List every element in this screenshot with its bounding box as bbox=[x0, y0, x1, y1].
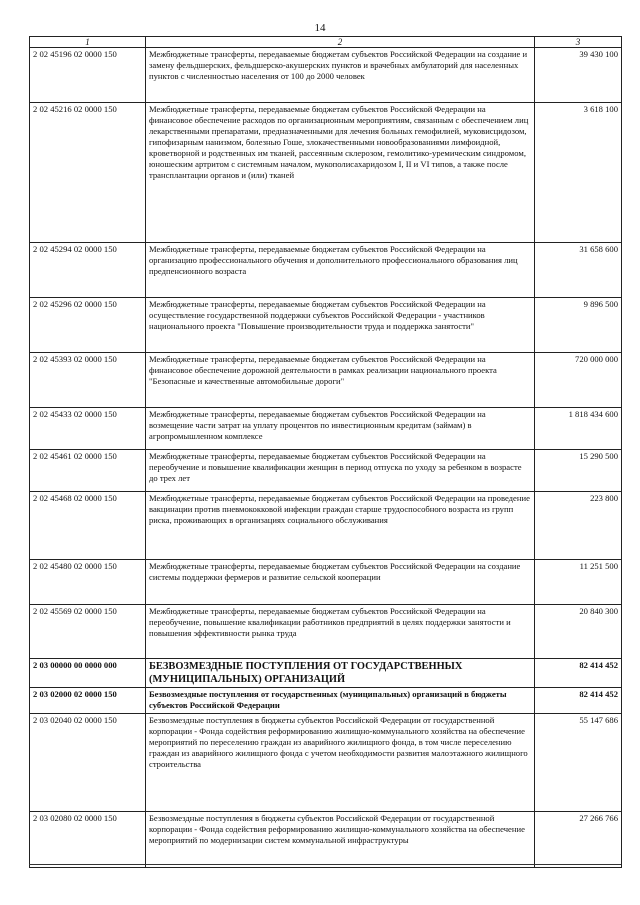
amount: 55 147 686 bbox=[535, 714, 622, 812]
income-description: Межбюджетные трансферты, передаваемые бюджетам субъектов Российской Федерации на создание и замену фельдшерских, фельдшерско-акушерских пунктов и врачебных амбулаторий для населенных пунктов с численностью населения от 100 до 2000 человек bbox=[146, 48, 535, 103]
table-row bbox=[30, 492, 622, 560]
income-description: Безвозмездные поступления в бюджеты субъектов Российской Федерации от государственной корпорации - Фонда содействия реформированию жилищно-коммунального хозяйства на обеспечение мероприятий по модернизации систем коммунальной инфраструктуры bbox=[146, 812, 535, 868]
column-header-2: 2 bbox=[146, 37, 535, 48]
budget-code: 2 02 45296 02 0000 150 bbox=[30, 298, 146, 353]
income-description: Межбюджетные трансферты, передаваемые бюджетам субъектов Российской Федерации на возмещение части затрат на уплату процентов по инвестиционным кредитам (займам) в агропромышленном комплексе bbox=[146, 408, 535, 450]
table-row bbox=[30, 298, 622, 353]
table-row bbox=[30, 812, 622, 868]
income-description: Межбюджетные трансферты, передаваемые бюджетам субъектов Российской Федерации на финансовое обеспечение дорожной деятельности в рамках реализации национального проекта "Безопасные и качественные автомобильные дороги" bbox=[146, 353, 535, 408]
column-header-1: 1 bbox=[30, 37, 146, 48]
budget-code: 2 03 02040 02 0000 150 bbox=[30, 714, 146, 812]
table-row bbox=[30, 103, 622, 243]
amount: 82 414 452 bbox=[535, 688, 622, 714]
income-description: Межбюджетные трансферты, передаваемые бюджетам субъектов Российской Федерации на финансовое обеспечение расходов по организационным мероприятиям, связанным с обеспечением лиц лекарственными препаратами, предназначенными для лечения больных гемофилией, муковисцидозом, гипофизарным нанизмом, болезнью Гоше, злокачественными новообразованиями лимфоидной, кроветворной и родственных им тканей, рассеянным склерозом, гемолитико-уремическим синдромом, юношеским артритом с системным началом, мукополисахаридозом I, II и VI типов, а также после трансплантации органов и (или) тканей bbox=[146, 103, 535, 243]
amount: 1 818 434 600 bbox=[535, 408, 622, 450]
amount: 9 896 500 bbox=[535, 298, 622, 353]
table-row bbox=[30, 243, 622, 298]
income-description: Безвозмездные поступления в бюджеты субъектов Российской Федерации от государственной корпорации - Фонда содействия реформированию жилищно-коммунального хозяйства на обеспечение мероприятий по переселению граждан из аварийного жилищного фонда, в том числе переселению граждан из аварийного жилищного фонда с учетом необходимости развития малоэтажного жилищного строительства bbox=[146, 714, 535, 812]
budget-code: 2 02 45433 02 0000 150 bbox=[30, 408, 146, 450]
income-description: БЕЗВОЗМЕЗДНЫЕ ПОСТУПЛЕНИЯ ОТ ГОСУДАРСТВЕННЫХ (МУНИЦИПАЛЬНЫХ) ОРГАНИЗАЦИЙ bbox=[146, 659, 535, 688]
amount: 3 618 100 bbox=[535, 103, 622, 243]
table-row bbox=[30, 605, 622, 659]
income-description: Межбюджетные трансферты, передаваемые бюджетам субъектов Российской Федерации на осуществление государственной поддержки субъектов Российской Федерации - участников национального проекта "Повышение производительности труда и поддержка занятости" bbox=[146, 298, 535, 353]
amount: 20 840 300 bbox=[535, 605, 622, 659]
budget-code: 2 02 45196 02 0000 150 bbox=[30, 48, 146, 103]
income-description: Межбюджетные трансферты, передаваемые бюджетам субъектов Российской Федерации на организацию профессионального обучения и дополнительного профессионального образования лиц предпенсионного возраста bbox=[146, 243, 535, 298]
table-row-section bbox=[30, 659, 622, 688]
amount: 82 414 452 bbox=[535, 659, 622, 688]
column-numbers-row bbox=[30, 37, 622, 48]
table-row bbox=[30, 450, 622, 492]
table-row bbox=[30, 353, 622, 408]
budget-code: 2 02 45461 02 0000 150 bbox=[30, 450, 146, 492]
table-row bbox=[30, 408, 622, 450]
budget-code: 2 02 45480 02 0000 150 bbox=[30, 560, 146, 605]
table-row bbox=[30, 560, 622, 605]
income-description: Межбюджетные трансферты, передаваемые бюджетам субъектов Российской Федерации на проведение вакцинации против пневмококковой инфекции граждан старше трудоспособного возраста из групп риска, проживающих в организациях социального обслуживания bbox=[146, 492, 535, 560]
budget-code: 2 03 02080 02 0000 150 bbox=[30, 812, 146, 868]
budget-code: 2 03 00000 00 0000 000 bbox=[30, 659, 146, 688]
amount: 31 658 600 bbox=[535, 243, 622, 298]
amount: 15 290 500 bbox=[535, 450, 622, 492]
budget-code: 2 03 02000 02 0000 150 bbox=[30, 688, 146, 714]
income-description: Безвозмездные поступления от государственных (муниципальных) организаций в бюджеты субъектов Российской Федерации bbox=[146, 688, 535, 714]
budget-code: 2 02 45569 02 0000 150 bbox=[30, 605, 146, 659]
budget-code: 2 02 45393 02 0000 150 bbox=[30, 353, 146, 408]
table-row bbox=[30, 48, 622, 103]
amount: 27 266 766 bbox=[535, 812, 622, 868]
table-row bbox=[30, 714, 622, 812]
income-description: Межбюджетные трансферты, передаваемые бюджетам субъектов Российской Федерации на переобучение и повышение квалификации женщин в период отпуска по уходу за ребенком в возрасте до трех лет bbox=[146, 450, 535, 492]
budget-code: 2 02 45216 02 0000 150 bbox=[30, 103, 146, 243]
amount: 39 430 100 bbox=[535, 48, 622, 103]
income-description: Межбюджетные трансферты, передаваемые бюджетам субъектов Российской Федерации на переобучение, повышение квалификации работников предприятий в целях поддержки занятости и повышения эффективности рынка труда bbox=[146, 605, 535, 659]
page-number: 14 bbox=[314, 22, 326, 34]
column-header-3: 3 bbox=[535, 37, 622, 48]
budget-code: 2 02 45468 02 0000 150 bbox=[30, 492, 146, 560]
table-row-subsection bbox=[30, 688, 622, 714]
budget-revenue-table bbox=[29, 36, 622, 868]
amount: 720 000 000 bbox=[535, 353, 622, 408]
budget-code: 2 02 45294 02 0000 150 bbox=[30, 243, 146, 298]
income-description: Межбюджетные трансферты, передаваемые бюджетам субъектов Российской Федерации на создание системы поддержки фермеров и развитие сельской кооперации bbox=[146, 560, 535, 605]
amount: 223 800 bbox=[535, 492, 622, 560]
amount: 11 251 500 bbox=[535, 560, 622, 605]
bottom-divider bbox=[29, 864, 621, 865]
